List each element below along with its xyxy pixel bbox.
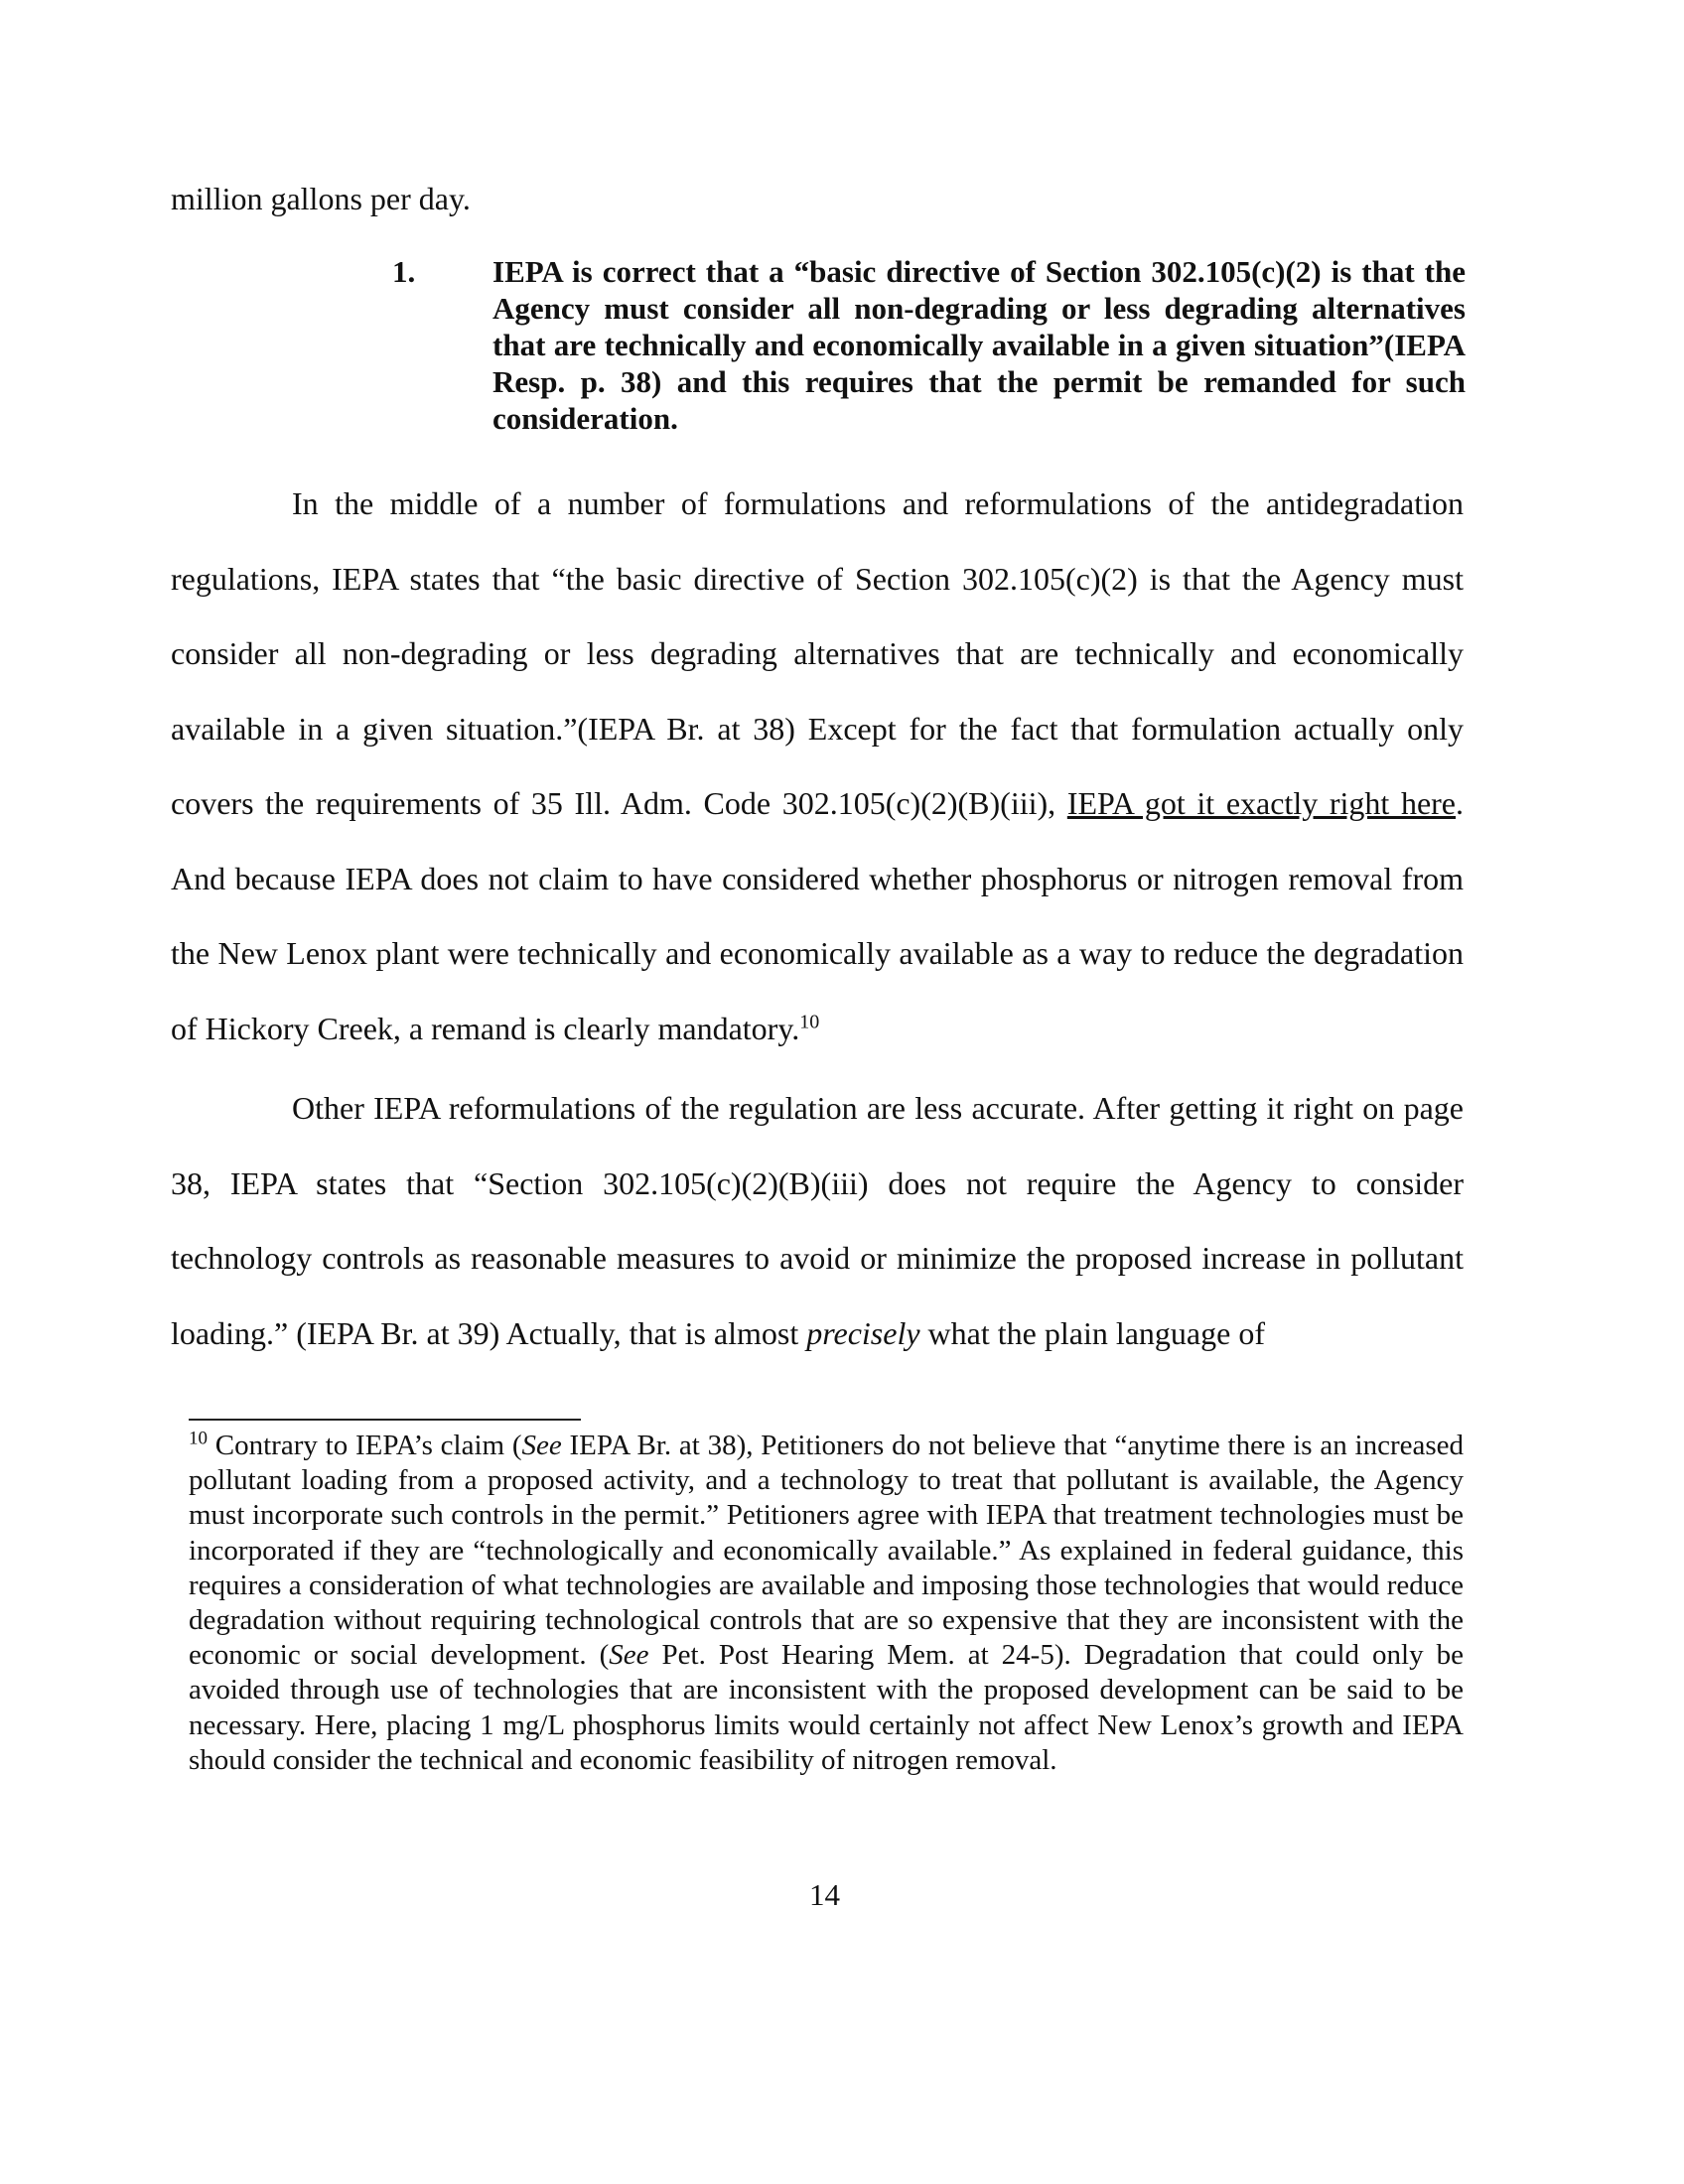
section-heading [393, 253, 1466, 437]
footnote-see-1: See [521, 1430, 562, 1461]
footnote-number: 10 [189, 1428, 208, 1449]
paragraph-1-underlined-text: IEPA got it exactly right here [1066, 785, 1457, 821]
paragraph-2-italic-text: precisely [806, 1314, 920, 1351]
paragraph-1-text-b: . And because IEPA does not claim to have considered whether phosphorus or nitrogen removal from the New Lenox plant were technically and economically available as a way to reduce the degradation of Hickory Creek, a remand is clearly mandatory. [171, 785, 1465, 1046]
heading-text: IEPA is correct that a “basic directive of Section 302.105(c)(2) is that the Agency must consider all non-degrading or less degrading alternatives that are technically and economically available in a given situation”(IEPA Resp. p. 38) and this requires that the permit be remanded for such consideration. [492, 254, 1466, 436]
page-number: 14 [809, 1877, 840, 1912]
footnote-text-a: Contrary to IEPA’s claim ( [208, 1430, 522, 1461]
paragraph-2-text-b: what the plain language of [919, 1314, 1265, 1351]
paragraph-2-text-a: Other IEPA reformulations of the regulation are less accurate. After getting it right on page 38, IEPA states that “Section 302.105(c)(2)(B)(iii) does not require the Agency to consider technology controls as reasonable measures to avoid or minimize the proposed increase in pollutant loading.” (IEPA Br. at 39) Actually, that is almost [171, 1090, 1464, 1351]
body-paragraph-2 [171, 1071, 1464, 1371]
footnote-reference: 10 [799, 1010, 820, 1032]
footnote-separator [189, 1419, 581, 1421]
heading-number: 1. [392, 254, 416, 289]
paragraph-1-text-a: In the middle of a number of formulations and reformulations of the antidegradation regulations, IEPA states that “the basic directive of Section 302.105(c)(2) is that the Agency must consider all non-degrading or less degrading alternatives that are technically and economically available in a given situation.”(IEPA Br. at 38) Except for the fact that formulation actually only covers the requirements of 35 Ill. Adm. Code 302.105(c)(2)(B)(iii), [171, 485, 1464, 821]
footnote [189, 1429, 1464, 1778]
footnote-see-2: See [609, 1639, 649, 1672]
footnote-text-c: Pet. Post Hearing Mem. at 24-5). Degradation that could only be avoided through use of technologies that are inconsistent with the proposed development can be said to be necessary. Here, placing 1 mg/L phosphorus limits would certainly not affect New Lenox’s growth and IEPA should consider the technical and economic feasibility of nitrogen removal. [189, 1639, 1464, 1776]
body-paragraph-1 [171, 467, 1464, 1066]
continuation-line: million gallons per day. [171, 181, 471, 216]
footnote-text-b: IEPA Br. at 38), Petitioners do not believe that “anytime there is an increased pollutant loading from a proposed activity, and a technology to treat that pollutant is available, the Agency must incorporate such controls in the permit.” Petitioners agree with IEPA that treatment technologies must be incorporated if they are “technologically and economically available.” As explained in federal guidance, this requires a consideration of what technologies are available and imposing those technologies that would reduce degradation without requiring technological controls that are so expensive that they are inconsistent with the economic or social development. ( [189, 1430, 1464, 1672]
